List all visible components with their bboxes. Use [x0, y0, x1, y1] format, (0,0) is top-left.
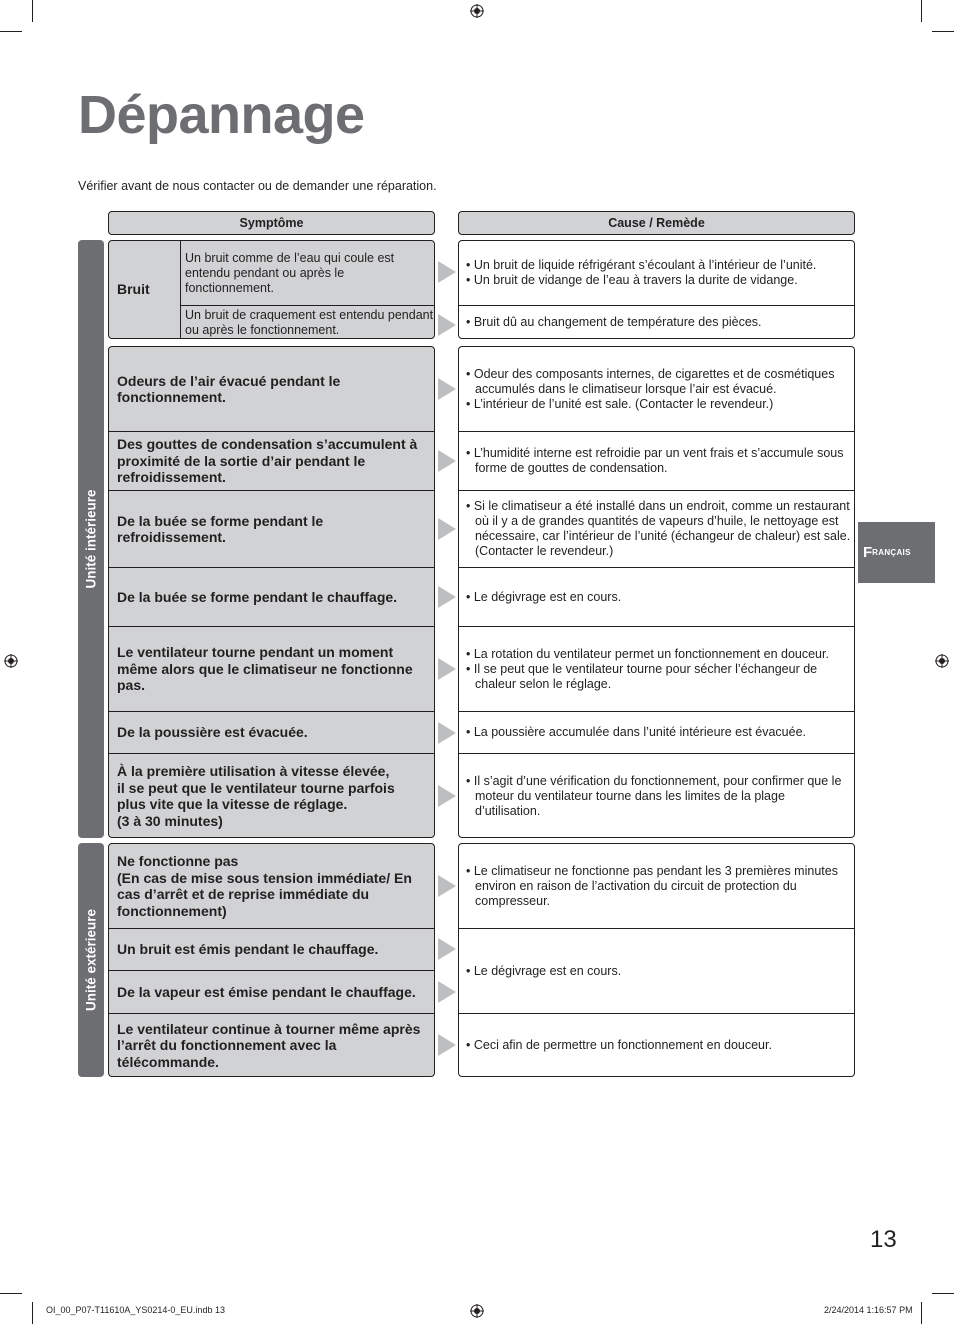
symptom-condensation: Des gouttes de condensation s’accumulent à proximité de la sortie d’air pendant le refroidissement.: [117, 436, 418, 486]
arrow-icon: [438, 450, 456, 472]
crop-mark: [932, 31, 954, 32]
cause-noise-cracking: • Bruit dû au changement de température des pièces.: [466, 315, 762, 329]
arrow-icon: [438, 378, 456, 400]
cause-not-operating: • Le climatiseur ne fonctionne pas pendant les 3 premières minutes environ en raison de l’activation du circuit de protection du compresseur.: [466, 863, 838, 908]
symptom-noise-heating: Un bruit est émis pendant le chauffage.: [117, 941, 379, 958]
arrow-icon: [438, 938, 456, 960]
symptom-fan-rotating: Le ventilateur tourne pendant un moment même alors que le climatiseur ne fonctionne pas.: [117, 644, 413, 694]
cause-header: Cause / Remède: [458, 211, 855, 235]
cause-dust: • La poussière accumulée dans l’unité intérieure est évacuée.: [466, 725, 806, 739]
outdoor-unit-label: Unité extérieure: [78, 843, 104, 1077]
cause-high-speed: • Il s’agit d’une vérification du fonctionnement, pour confirmer que le moteur du ventilateur tourne dans les limites de la plage d’utilisation.: [466, 773, 842, 818]
crop-mark: [932, 1293, 954, 1294]
symptom-high-speed: À la première utilisation à vitesse élevée, il se peut que le ventilateur tourne parfois plus vite que la vitesse de réglage. (3 à 30 minutes): [117, 763, 395, 829]
symptom-noise-label: Bruit: [117, 281, 150, 298]
symptom-mist-cooling: De la buée se forme pendant le refroidissement.: [117, 512, 324, 545]
page-number: 13: [870, 1226, 897, 1253]
symptom-noise-water: Un bruit comme de l’eau qui coule est entendu pendant ou après le fonctionnement.: [185, 250, 395, 295]
footer-file: OI_00_P07-T11610A_YS0214-0_EU.indb 13: [46, 1305, 225, 1315]
cause-fan-continues: • Ceci afin de permettre un fonctionnement en douceur.: [466, 1038, 772, 1052]
language-tab: F RANÇAIS: [858, 522, 935, 583]
crop-mark: [921, 1302, 922, 1324]
footer-timestamp: 2/24/2014 1:16:57 PM: [824, 1305, 913, 1315]
symptom-vapor-heating: De la vapeur est émise pendant le chauffage.: [117, 983, 416, 1000]
arrow-icon: [438, 785, 456, 807]
arrow-icon: [438, 981, 456, 1003]
registration-mark-icon: [935, 654, 949, 668]
crop-mark: [0, 1293, 22, 1294]
arrow-icon: [438, 658, 456, 680]
indoor-unit-label: Unité intérieure: [78, 240, 104, 838]
cause-defrosting: • Le dégivrage est en cours.: [466, 963, 622, 978]
crop-mark: [0, 31, 22, 32]
symptom-odor: Odeurs de l’air évacué pendant le fonctionnement.: [117, 372, 341, 405]
arrow-icon: [438, 722, 456, 744]
cause-noise-water: • Un bruit de liquide réfrigérant s’écoulant à l’intérieur de l’unité. • Un bruit de vidange de l’eau à travers la durite de vidange.: [466, 258, 817, 287]
arrow-icon: [438, 586, 456, 608]
symptom-header: Symptôme: [108, 211, 435, 235]
cause-fan-rotating: • La rotation du ventilateur permet un fonctionnement en douceur. • Il se peut que le ventilateur tourne pour sécher l’échangeur de chaleur selon le réglage.: [466, 646, 829, 691]
cause-condensation: • L’humidité interne est refroidie par un vent frais et s’accumule sous forme de gouttes de condensation.: [466, 446, 844, 475]
cause-mist-heating: • Le dégivrage est en cours.: [466, 589, 622, 604]
cause-mist-cooling: • Si le climatiseur a été installé dans un endroit, comme un restaurant où il y a de grandes quantités de vapeurs d’huile, le nettoyage est nécessaire, car l’intérieur de l’unité (échangeur de chaleur) est sale. (Contacter le revendeur.): [466, 499, 851, 558]
registration-mark-icon: [470, 4, 484, 18]
arrow-icon: [438, 261, 456, 283]
crop-mark: [921, 0, 922, 22]
symptom-not-operating: Ne fonctionne pas (En cas de mise sous tension immédiate/ En cas d’arrêt et de reprise immédiate du fonctionnement): [117, 853, 412, 919]
symptom-dust: De la poussière est évacuée.: [117, 724, 308, 741]
registration-mark-icon: [470, 1304, 484, 1318]
arrow-icon: [438, 518, 456, 540]
cause-odor: • Odeur des composants internes, de cigarettes et de cosmétiques accumulés dans le climatiseur lorsque l’air est évacué. • L’intérieur de l’unité est sale. (Contacter le revendeur.): [466, 366, 835, 411]
crop-mark: [32, 0, 33, 22]
arrow-icon: [438, 875, 456, 897]
symptom-fan-continues: Le ventilateur continue à tourner même après l’arrêt du fonctionnement avec la télécommande.: [117, 1020, 421, 1070]
registration-mark-icon: [4, 654, 18, 668]
page-title: Dépannage: [78, 85, 365, 145]
symptom-noise-cracking: Un bruit de craquement est entendu pendant ou après le fonctionnement.: [185, 307, 434, 337]
intro-text: Vérifier avant de nous contacter ou de demander une réparation.: [78, 179, 437, 193]
arrow-icon: [438, 314, 456, 336]
crop-mark: [32, 1302, 33, 1324]
arrow-icon: [438, 1034, 456, 1056]
symptom-mist-heating: De la buée se forme pendant le chauffage.: [117, 588, 398, 605]
